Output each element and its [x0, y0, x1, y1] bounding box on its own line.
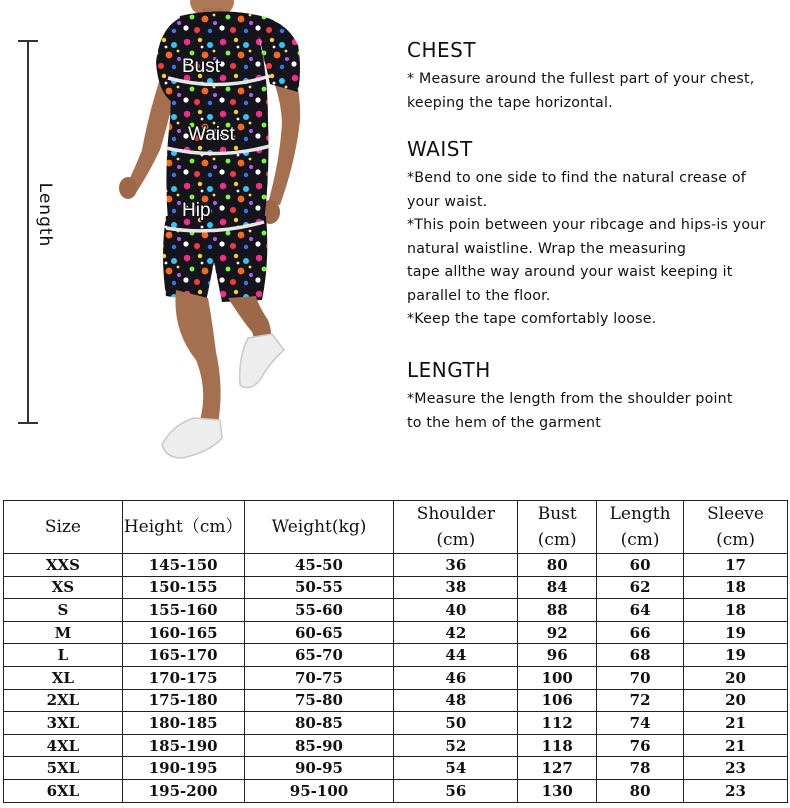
size-chart-table [3, 500, 788, 803]
weight-cell: 70-75 [244, 666, 394, 689]
size-cell: 4XL [4, 734, 123, 757]
size-cell: XXS [4, 554, 123, 577]
height-cell: 150-155 [122, 576, 244, 599]
shoulder-cell: 36 [394, 554, 518, 577]
height-cell: 145-150 [122, 554, 244, 577]
height-cell: 165-170 [122, 644, 244, 667]
table-row [4, 621, 788, 644]
length-cell: 64 [597, 599, 684, 622]
bust-cell: 100 [518, 666, 597, 689]
bust-cell: 92 [518, 621, 597, 644]
length-heading: LENGTH [407, 358, 491, 382]
table-row [4, 666, 788, 689]
height-cell: 185-190 [122, 734, 244, 757]
waist-text-line: natural waistline. Wrap the measuring [407, 240, 687, 257]
size-cell: L [4, 644, 123, 667]
table-row [4, 757, 788, 780]
height-cell: 190-195 [122, 757, 244, 780]
weight-cell: 75-80 [244, 689, 394, 712]
size-cell: 3XL [4, 712, 123, 735]
size-cell: 2XL [4, 689, 123, 712]
chest-text-line: keeping the tape horizontal. [407, 94, 613, 111]
chest-heading: CHEST [407, 38, 477, 62]
sleeve-cell: 23 [684, 779, 788, 802]
sleeve-cell: 19 [684, 621, 788, 644]
shoulder-cell: 38 [394, 576, 518, 599]
shoulder-cell: 42 [394, 621, 518, 644]
weight-cell: 60-65 [244, 621, 394, 644]
length-section [407, 358, 777, 435]
waist-text-line: parallel to the floor. [407, 287, 551, 304]
length-cell: 70 [597, 666, 684, 689]
height-cell: 175-180 [122, 689, 244, 712]
header-shoulder: Shoulder (cm) [394, 501, 518, 554]
table-header-row [4, 501, 788, 554]
bust-cell: 84 [518, 576, 597, 599]
weight-cell: 90-95 [244, 757, 394, 780]
length-label: Length [35, 182, 55, 248]
bust-cell: 130 [518, 779, 597, 802]
bust-cell: 96 [518, 644, 597, 667]
bust-cell: 80 [518, 554, 597, 577]
shoulder-cell: 52 [394, 734, 518, 757]
size-cell: M [4, 621, 123, 644]
header-bust: Bust (cm) [518, 501, 597, 554]
table-row [4, 554, 788, 577]
shoulder-cell: 48 [394, 689, 518, 712]
chest-text-line: * Measure around the fullest part of your chest, [407, 71, 755, 87]
height-cell: 160-165 [122, 621, 244, 644]
length-cell: 76 [597, 734, 684, 757]
sleeve-cell: 20 [684, 666, 788, 689]
length-cell: 68 [597, 644, 684, 667]
length-cell: 72 [597, 689, 684, 712]
table-row [4, 779, 788, 802]
height-cell: 180-185 [122, 712, 244, 735]
table-row [4, 712, 788, 735]
length-cell: 66 [597, 621, 684, 644]
sleeve-cell: 18 [684, 599, 788, 622]
height-cell: 195-200 [122, 779, 244, 802]
sleeve-cell: 17 [684, 554, 788, 577]
sleeve-cell: 18 [684, 576, 788, 599]
waist-section [407, 137, 777, 332]
sleeve-cell: 21 [684, 712, 788, 735]
waist-heading: WAIST [407, 137, 473, 161]
height-cell: 155-160 [122, 599, 244, 622]
shoulder-cell: 44 [394, 644, 518, 667]
sleeve-cell: 23 [684, 757, 788, 780]
weight-cell: 80-85 [244, 712, 394, 735]
length-cell: 60 [597, 554, 684, 577]
header-size: Size [4, 501, 123, 554]
sleeve-cell: 21 [684, 734, 788, 757]
shoulder-cell: 40 [394, 599, 518, 622]
waist-text-line: *Bend to one side to find the natural crease of [407, 170, 746, 186]
hip-label: Hip [182, 200, 211, 221]
table-row [4, 734, 788, 757]
size-cell: XL [4, 666, 123, 689]
waist-text-line: tape allthe way around your waist keeping it [407, 264, 733, 280]
size-cell: 6XL [4, 779, 123, 802]
size-cell: S [4, 599, 123, 622]
weight-cell: 65-70 [244, 644, 394, 667]
table-row [4, 599, 788, 622]
length-cell: 74 [597, 712, 684, 735]
waist-label: Waist [188, 124, 235, 145]
sleeve-cell: 20 [684, 689, 788, 712]
bust-label: Bust [182, 56, 221, 77]
bust-cell: 106 [518, 689, 597, 712]
table-row [4, 689, 788, 712]
size-cell: 5XL [4, 757, 123, 780]
bust-cell: 118 [518, 734, 597, 757]
waist-text-line: *This poin between your ribcage and hips-is your [407, 217, 766, 233]
header-weight: Weight(kg) [244, 501, 394, 554]
table-row [4, 576, 788, 599]
shoulder-cell: 46 [394, 666, 518, 689]
weight-cell: 85-90 [244, 734, 394, 757]
weight-cell: 45-50 [244, 554, 394, 577]
chest-section [407, 38, 777, 115]
weight-cell: 55-60 [244, 599, 394, 622]
bust-cell: 112 [518, 712, 597, 735]
header-height: Height（cm） [122, 501, 244, 554]
model-figure [110, 0, 320, 465]
bust-cell: 88 [518, 599, 597, 622]
waist-text-line: *Keep the tape comfortably loose. [407, 311, 657, 327]
length-cell: 62 [597, 576, 684, 599]
weight-cell: 95-100 [244, 779, 394, 802]
weight-cell: 50-55 [244, 576, 394, 599]
length-text-line: to the hem of the garment [407, 414, 601, 431]
header-sleeve: Sleeve (cm) [684, 501, 788, 554]
length-cell: 78 [597, 757, 684, 780]
length-cell: 80 [597, 779, 684, 802]
shoulder-cell: 54 [394, 757, 518, 780]
shoulder-cell: 56 [394, 779, 518, 802]
table-row [4, 644, 788, 667]
shoulder-cell: 50 [394, 712, 518, 735]
height-cell: 170-175 [122, 666, 244, 689]
length-text-line: *Measure the length from the shoulder point [407, 391, 733, 407]
bust-cell: 127 [518, 757, 597, 780]
waist-text-line: your waist. [407, 193, 488, 210]
size-cell: XS [4, 576, 123, 599]
sleeve-cell: 19 [684, 644, 788, 667]
header-length: Length (cm) [597, 501, 684, 554]
